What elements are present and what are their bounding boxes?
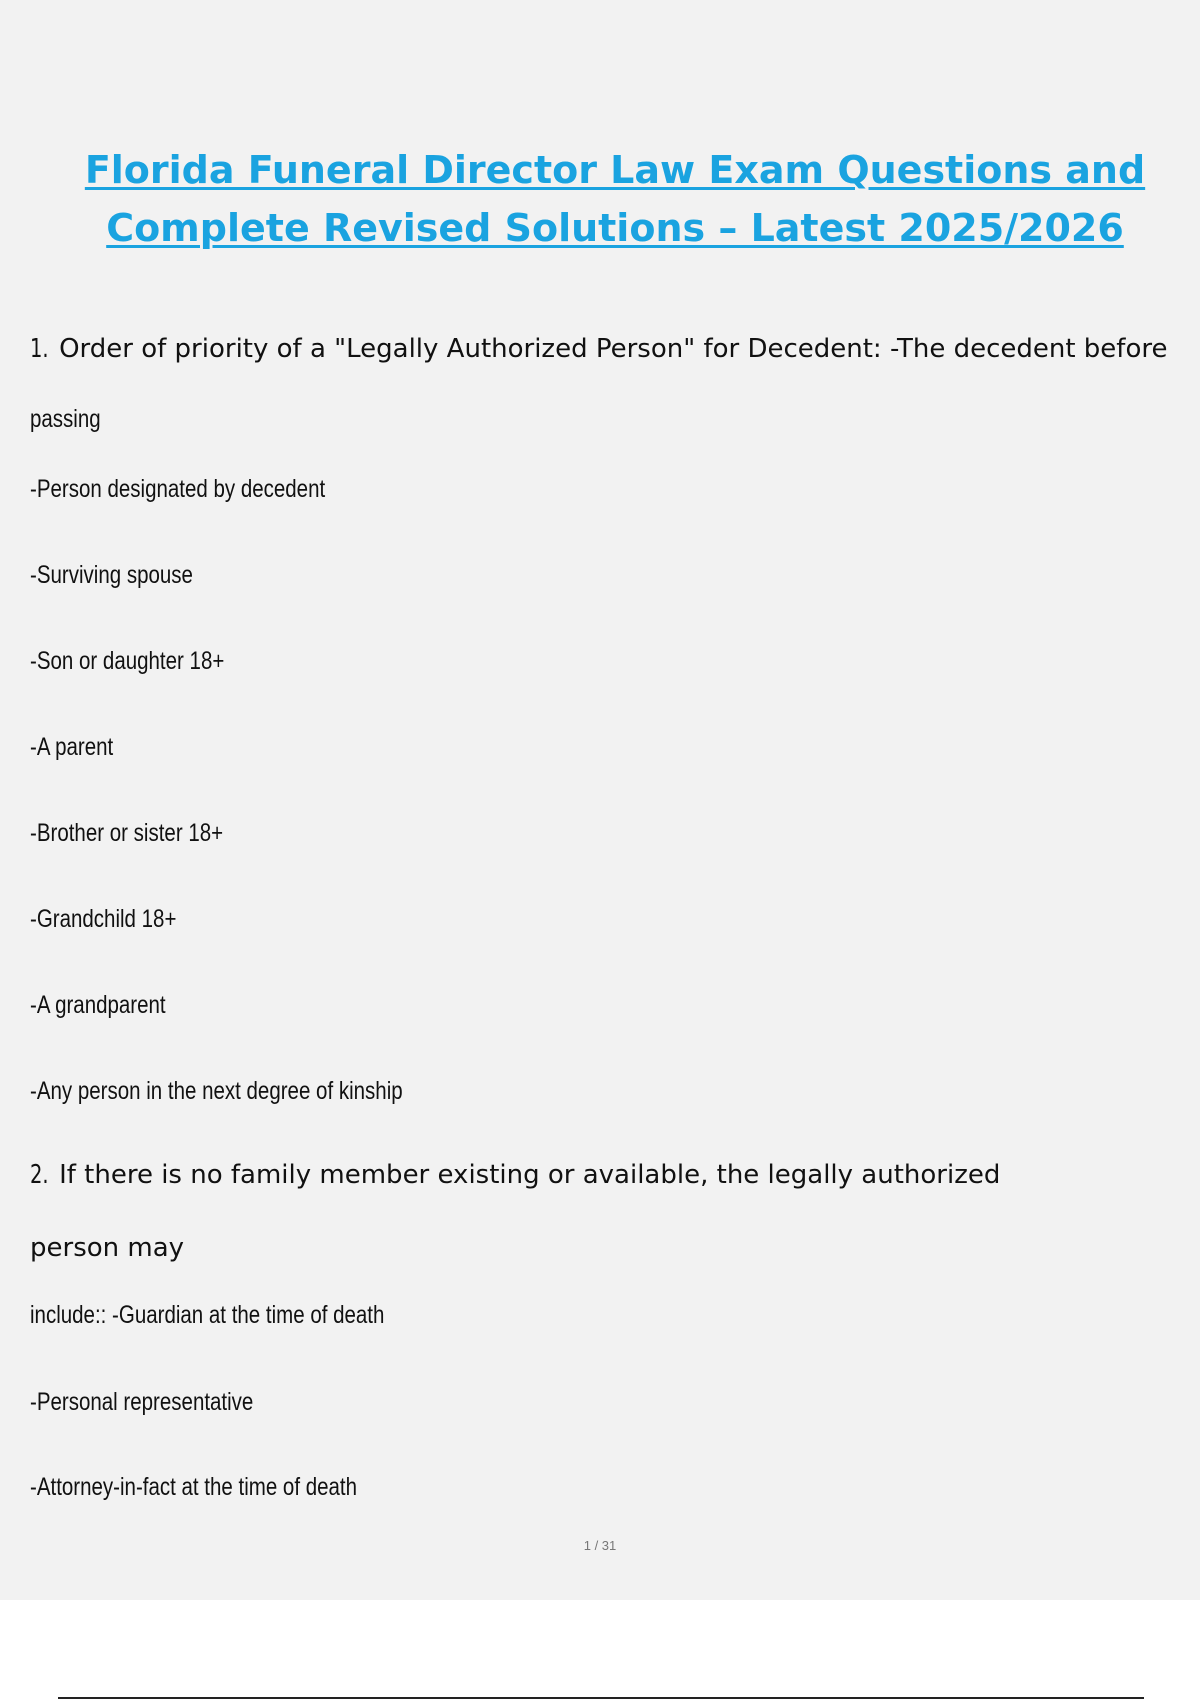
list-item: -Son or daughter 18+ xyxy=(30,647,225,675)
list-item: -Personal representative xyxy=(30,1388,254,1416)
list-item: -A parent xyxy=(30,733,114,761)
document-title-line-2: Complete Revised Solutions – Latest 2025/2026 xyxy=(106,206,1124,250)
question-1 xyxy=(30,334,1167,364)
list-item: -Any person in the next degree of kinship xyxy=(30,1077,403,1105)
list-item: -A grandparent xyxy=(30,991,166,1019)
document-title-line-1: Florida Funeral Director Law Exam Questions and xyxy=(84,148,1146,192)
list-item: include:: -Guardian at the time of death xyxy=(30,1301,385,1329)
question-text-continuation: person may xyxy=(30,1233,185,1263)
list-item: -Person designated by decedent xyxy=(30,475,326,503)
question-text: Order of priority of a "Legally Authorized Person" for Decedent: -The decedent before xyxy=(59,334,1168,364)
list-item: -Surviving spouse xyxy=(30,561,193,589)
question-text-continuation: passing xyxy=(30,405,101,433)
question-number: 2. xyxy=(30,1160,49,1190)
list-item: -Brother or sister 18+ xyxy=(30,819,224,847)
question-text: If there is no family member existing or available, the legally authorized xyxy=(59,1160,1001,1190)
question-number: 1. xyxy=(30,334,49,364)
list-item: -Attorney-in-fact at the time of death xyxy=(30,1473,358,1501)
footer-divider xyxy=(58,1697,1144,1699)
page-number: 1 / 31 xyxy=(583,1538,617,1553)
question-2 xyxy=(30,1160,1000,1190)
list-item: -Grandchild 18+ xyxy=(30,905,177,933)
